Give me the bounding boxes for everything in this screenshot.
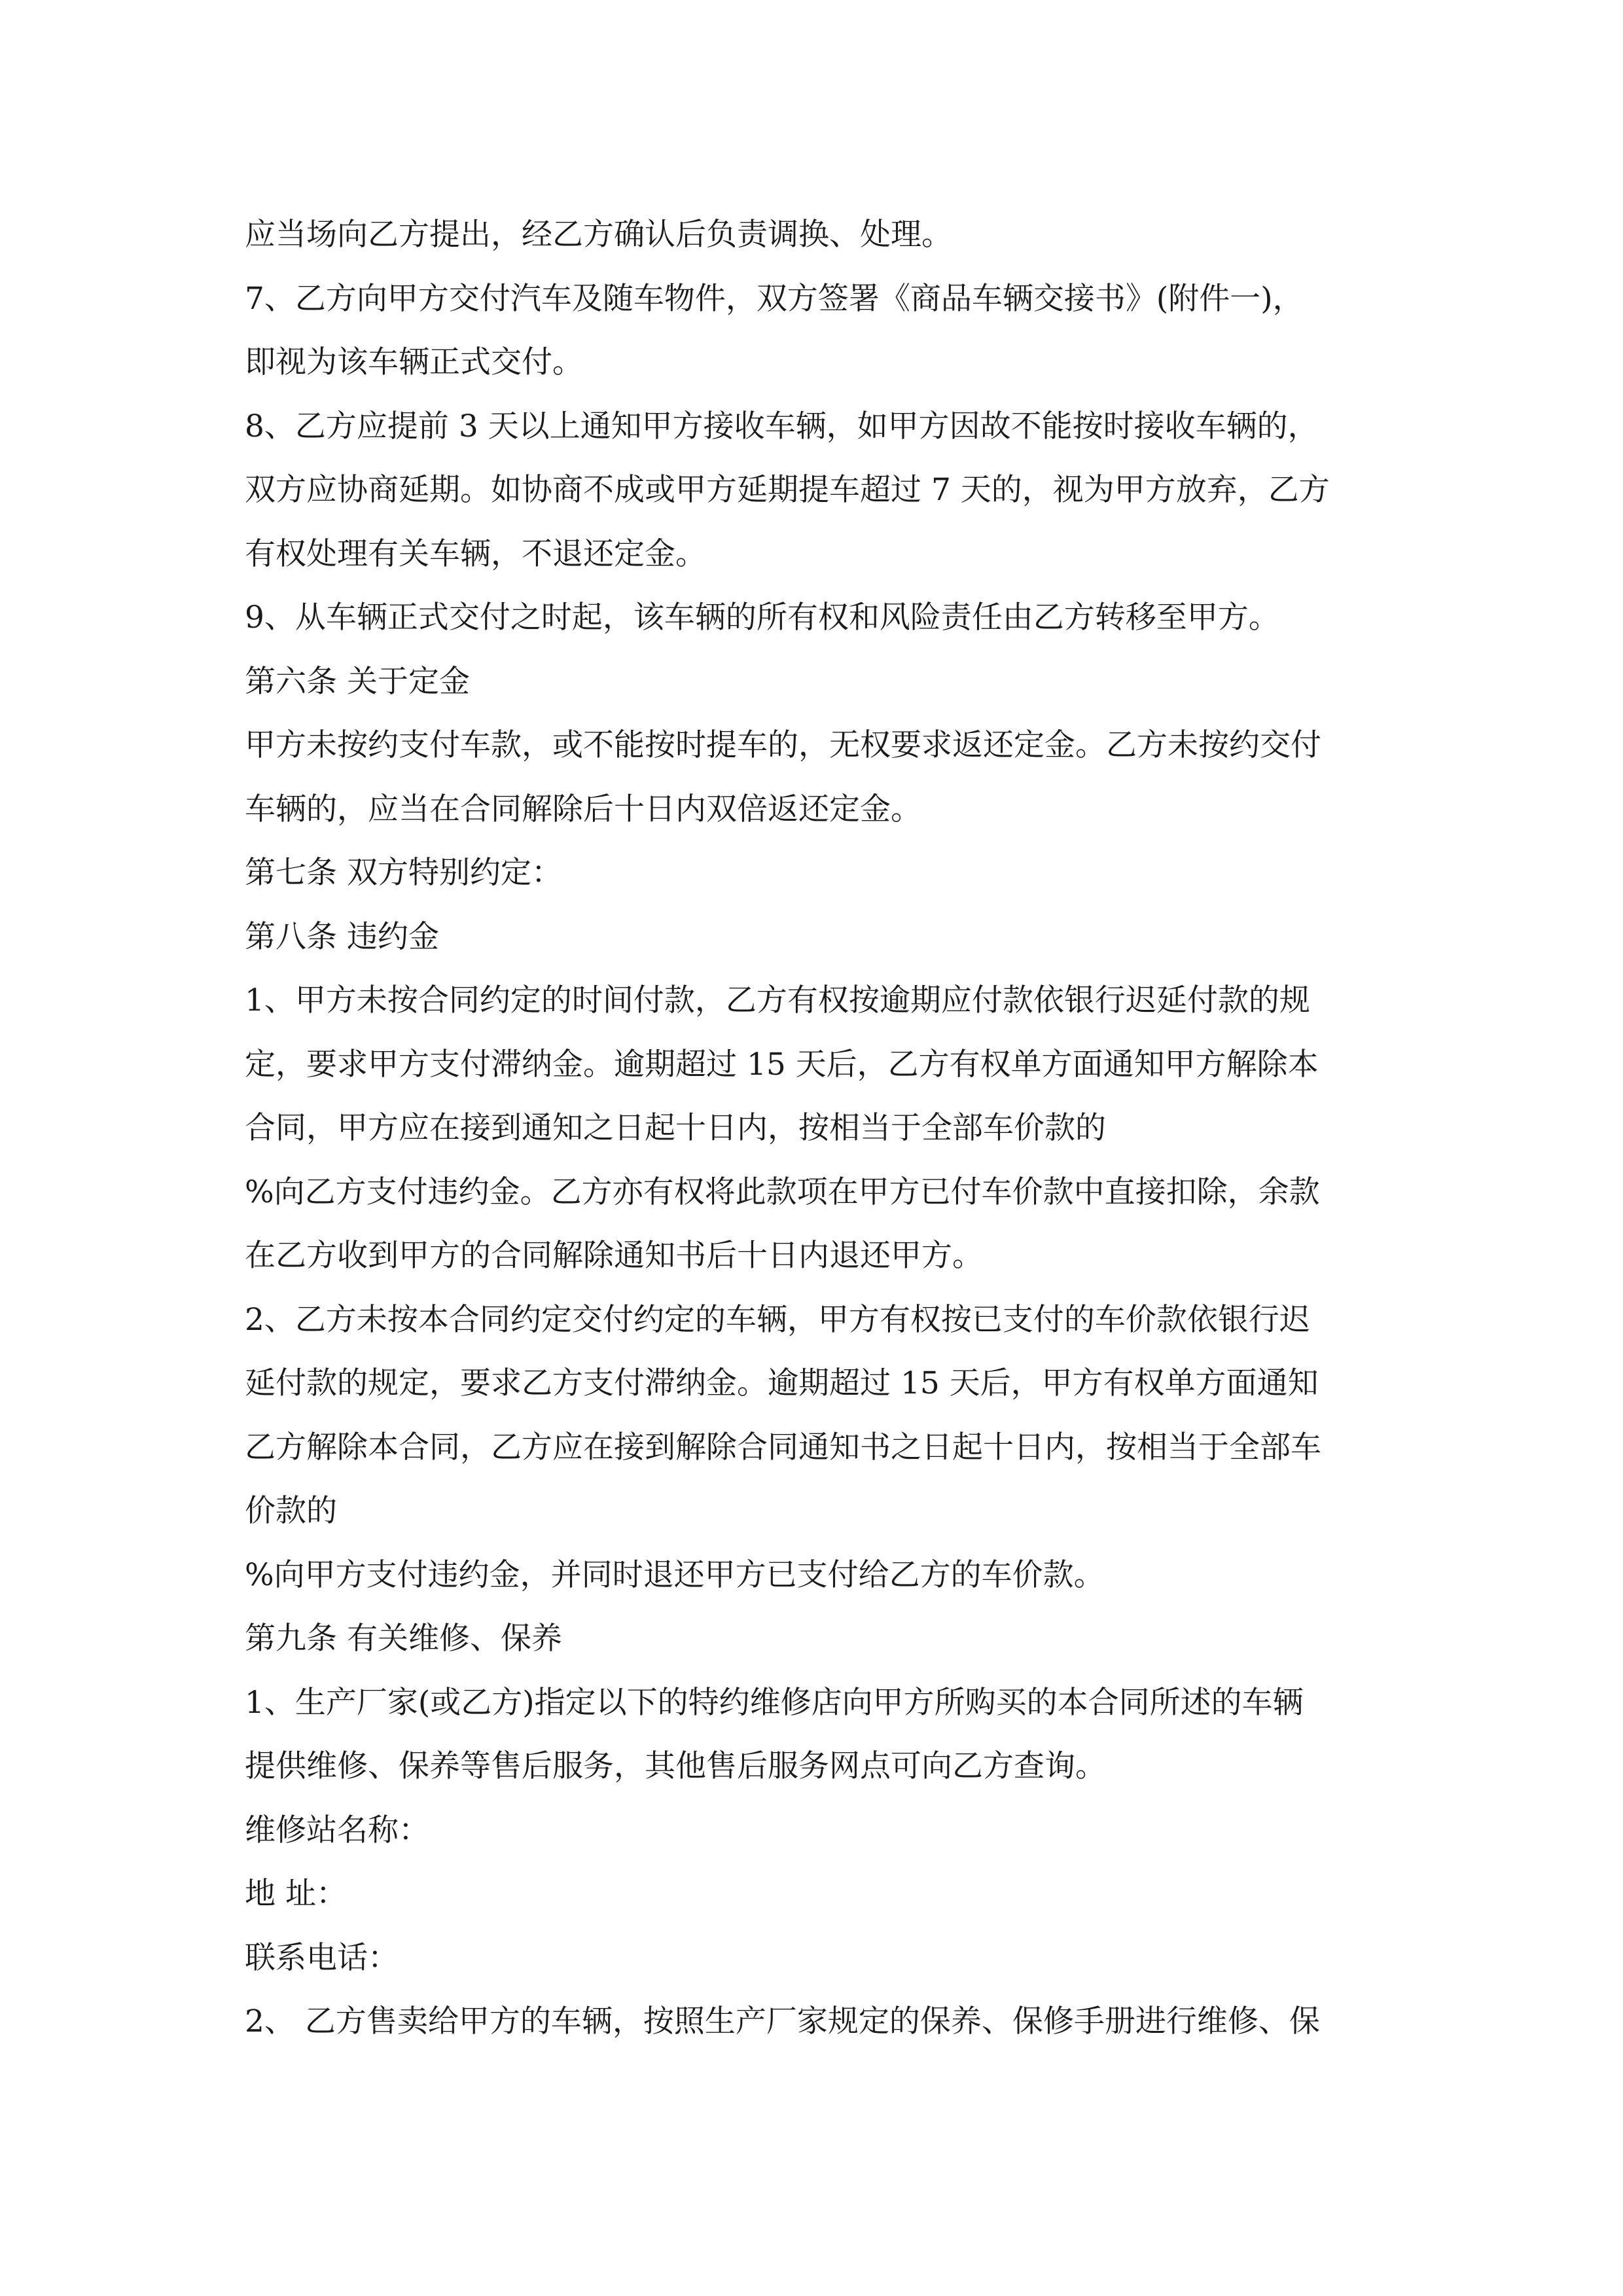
section-heading: 第七条 双方特别约定： — [245, 855, 562, 891]
text-line: 1、甲方未按合同约定的时间付款，乙方有权按逾期应付款依银行迟延付款的规 — [245, 982, 1310, 1018]
text-line: 2、乙方未按本合同约定交付约定的车辆，甲方有权按已支付的车价款依银行迟 — [245, 1301, 1310, 1338]
text-line: 9、从车辆正式交付之时起，该车辆的所有权和风险责任由乙方转移至甲方。 — [245, 600, 1279, 636]
text-line: 1、生产厂家(或乙方)指定以下的特约维修店向甲方所购买的本合同所述的车辆 — [245, 1684, 1304, 1721]
text-line: 双方应协商延期。如协商不成或甲方延期提车超过 7 天的，视为甲方放弃，乙方 — [245, 472, 1330, 508]
text-line: 乙方解除本合同，乙方应在接到解除合同通知书之日起十日内，按相当于全部车 — [245, 1429, 1321, 1465]
field-label: 维修站名称： — [245, 1812, 429, 1848]
text-line: 提供维修、保养等售后服务，其他售后服务网点可向乙方查询。 — [245, 1748, 1106, 1784]
text-line: 合同，甲方应在接到通知之日起十日内，按相当于全部车价款的 — [245, 1110, 1106, 1146]
text-line: 有权处理有关车辆，不退还定金。 — [245, 535, 706, 572]
text-line: 应当场向乙方提出，经乙方确认后负责调换、处理。 — [245, 217, 952, 253]
section-heading: 第六条 关于定金 — [245, 663, 470, 700]
text-line: 8、乙方应提前 3 天以上通知甲方接收车辆，如甲方因故不能按时接收车辆的， — [245, 408, 1319, 444]
text-line: 在乙方收到甲方的合同解除通知书后十日内退还甲方。 — [245, 1238, 983, 1274]
text-line: 2、 乙方售卖给甲方的车辆，按照生产厂家规定的保养、保修手册进行维修、保 — [245, 2003, 1320, 2039]
text-line: 延付款的规定，要求乙方支付滞纳金。逾期超过 15 天后，甲方有权单方面通知 — [245, 1365, 1319, 1401]
text-line: 7、乙方向甲方交付汽车及随车物件，双方签署《商品车辆交接书》(附件一)， — [245, 280, 1304, 317]
text-line: 价款的 — [245, 1493, 337, 1529]
text-line: 甲方未按约支付车款，或不能按时提车的，无权要求返还定金。乙方未按约交付 — [245, 727, 1321, 763]
contract-text — [245, 203, 1380, 2054]
field-label: 联系电话： — [245, 1939, 399, 1976]
section-heading: 第九条 有关维修、保养 — [245, 1621, 562, 1657]
text-line: 即视为该车辆正式交付。 — [245, 344, 583, 380]
text-line: 车辆的，应当在合同解除后十日内双倍返还定金。 — [245, 791, 921, 827]
text-line: 定，要求甲方支付滞纳金。逾期超过 15 天后，乙方有权单方面通知甲方解除本 — [245, 1046, 1319, 1083]
field-label: 地 址： — [245, 1876, 347, 1912]
text-line: %向甲方支付违约金，并同时退还甲方已支付给乙方的车价款。 — [245, 1556, 1105, 1593]
text-line: %向乙方支付违约金。乙方亦有权将此款项在甲方已付车价款中直接扣除，余款 — [245, 1174, 1320, 1210]
section-heading: 第八条 违约金 — [245, 918, 439, 955]
